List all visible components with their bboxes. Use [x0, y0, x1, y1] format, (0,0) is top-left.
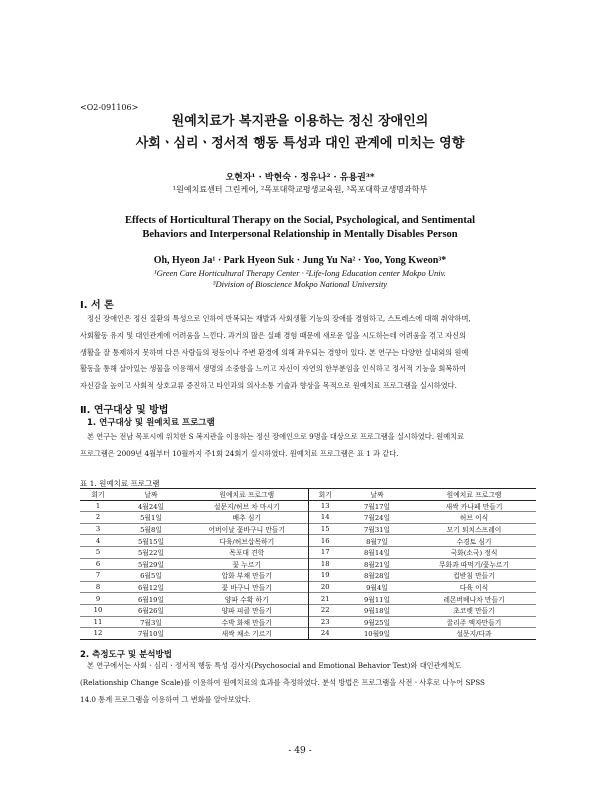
paper-code: <O2-091106> [80, 103, 139, 112]
cell-date: 7월3일 [140, 618, 162, 627]
cell-date-2: 9월11일 [363, 595, 391, 604]
cell-program: 꽃 바구니 만들기 [221, 584, 272, 593]
section1-line: 생활을 잘 통제하지 못하며 다른 사람들의 평등이나 주변 환경에 의해 좌우되는 경향이 있다. 본 연구는 다양한 실내외의 원예 [80, 347, 469, 357]
cell-session: 10 [93, 606, 103, 615]
korean-title-line1: 원예치료가 복지관을 이용하는 정신 장애인의 [171, 114, 429, 129]
table-row [80, 581, 536, 593]
cell-date: 5월8일 [140, 526, 162, 535]
cell-program-2: 허브 이식 [459, 514, 489, 523]
header-session: 회기 [91, 491, 105, 500]
sub2-line: 본 연구에서는 사회ㆍ심리ㆍ정서적 행동 특성 검사지(Psychosocial and Emotional Behavior Test)와 대인관계척도 [87, 661, 462, 670]
section1-line: 사회활동 유지 및 대인관계에 어려움을 느낀다. 과거의 많은 실패 경험 때문에 새로운 일을 시도하는데 어려움을 겪고 자신의 [80, 330, 467, 340]
section2-sub2-heading: 2. 측정도구 및 분석방법 [80, 650, 172, 660]
cell-program: 압화 부채 만들기 [221, 572, 272, 581]
cell-date: 6월5일 [140, 572, 162, 581]
cell-session: 11 [93, 617, 103, 626]
section2-sub1-body [80, 429, 536, 463]
header-session-2: 회기 [308, 489, 342, 501]
cell-program: 배추 심기 [232, 514, 261, 523]
sub2-line: (Relationship Change Scale)를 이용하여 원예치료의 효과를 측정하였다. 분석 방법은 프로그램을 사전ㆍ사후로 나누어 SPSS [80, 677, 485, 687]
table-row [80, 616, 536, 628]
table-row [80, 523, 536, 535]
cell-program-2: 수경토 심기 [456, 537, 492, 546]
cell-date-2: 7월24일 [363, 514, 391, 523]
cell-date-2: 9월18일 [363, 607, 391, 616]
cell-session-2: 15 [308, 523, 342, 535]
cell-program-2: 모기 퇴치스프레이 [446, 526, 502, 535]
cell-session-2: 24 [308, 628, 342, 640]
cell-session-2: 18 [308, 558, 342, 570]
cell-program-2: 국화(소국) 정식 [450, 549, 498, 558]
section2-sub2-body [80, 658, 536, 708]
korean-affiliations: ¹원예치료센터 그린케어, ²목포대학교평생교육원, ³목포대학교생명과학부 [172, 185, 428, 194]
cell-session-2: 16 [308, 535, 342, 547]
cell-date-2: 9월25일 [363, 618, 391, 627]
english-authors: Oh, Hyeon Ja¹ · Park Hyeon Suk · Jung Yu Na² · Yoo, Yong Kweon³* [153, 255, 447, 266]
cell-program-2: 설문지/다과 [456, 630, 492, 639]
table-row [80, 604, 536, 616]
cell-program-2: 다육 이식 [459, 584, 489, 593]
cell-program-2: 초코렛 만들기 [453, 607, 495, 616]
cell-session: 2 [95, 513, 101, 522]
sub1-line: 본 연구는 전남 목포시에 위치한 S 복지관을 이용하는 정신 장애인으로 9명을 대상으로 프로그램을 실시하였다. 원예치료 [87, 432, 465, 441]
section1-line: 활동을 통해 살아있는 생물을 이용해서 생명의 소중함을 느끼고 자신이 자연의 한부분임을 인식하고 정서적 기능을 회복하여 [80, 364, 467, 374]
cell-program: 설문지/허브 차 마시기 [213, 502, 280, 511]
cell-date: 6월26일 [137, 607, 165, 616]
sub2-line: 14.0 통계 프로그램을 이용하여 그 변화를 알아보았다. [80, 694, 251, 704]
cell-session-2: 14 [308, 512, 342, 524]
cell-program: 어버이날 꽃바구니 만들기 [208, 526, 286, 535]
english-affiliations-line1: ¹Green Care Horticultural Therapy Center · ²Life-long Education center Mokpo Univ. [154, 268, 446, 278]
cell-date-2: 8월28일 [363, 572, 391, 581]
cell-program-2: 컵받침 만들기 [453, 572, 495, 581]
cell-program: 양파 수확 하기 [224, 595, 269, 604]
program-table [80, 488, 536, 640]
cell-program: 양파 피클 만들기 [221, 607, 272, 616]
cell-session-2: 20 [308, 581, 342, 593]
header-program: 원예치료 프로그램 [219, 491, 275, 500]
cell-date-2: 8월7일 [366, 537, 388, 546]
english-title-line2: Behaviors and Interpersonal Relationship in Mentally Disables Person [142, 229, 458, 240]
cell-program: 꽃 누르기 [232, 560, 261, 569]
cell-program-2: 새싹 카나페 만들기 [445, 502, 503, 511]
table-row [80, 535, 536, 547]
header-date: 날짜 [144, 491, 158, 500]
cell-program-2: 레몬버베나차 만들기 [443, 595, 505, 604]
cell-date: 6월19일 [137, 595, 165, 604]
cell-session-2: 17 [308, 546, 342, 558]
cell-date: 5월29일 [137, 560, 165, 569]
section1-line: 자신감을 높이고 사회적 상호교류 증진하고 타인과의 의사소통 기술과 향상을 목적으로 원예치료 프로그램을 실시하였다. [80, 381, 457, 391]
section2-heading: Ⅱ. 연구대상 및 방법 [80, 405, 169, 416]
cell-date-2: 9월4일 [366, 584, 388, 593]
header-date-2: 날짜 [370, 491, 384, 500]
section1-heading: Ⅰ. 서 론 [80, 300, 114, 311]
section1-line: 정신 장애인은 정신 질환의 특성으로 인하여 반복되는 재발과 사회생활 기능의 장애를 경험하고, 스트레스에 대해 취약하며, [87, 314, 471, 323]
cell-date: 7월10일 [137, 630, 165, 639]
cell-session: 6 [95, 559, 101, 568]
cell-session: 1 [95, 501, 101, 510]
cell-session-2: 19 [308, 570, 342, 582]
table-row [80, 570, 536, 582]
header-program-2: 원예치료 프로그램 [446, 491, 502, 500]
table-row [80, 512, 536, 524]
english-affiliations-line2: ³Division of Bioscience Mokpo National University [212, 279, 388, 289]
cell-session-2: 22 [308, 604, 342, 616]
cell-program-2: 꿀리주 액자만들기 [446, 618, 502, 627]
table-caption: 표 1. 원예치료 프로그램 [80, 479, 160, 488]
table-row [80, 628, 536, 640]
cell-session: 3 [95, 525, 101, 534]
table-row [80, 593, 536, 605]
english-title-line1: Effects of Horticultural Therapy on the Social, Psychological, and Sentimental [124, 215, 476, 226]
cell-date: 5월22일 [137, 549, 165, 558]
cell-session-2: 23 [308, 616, 342, 628]
cell-date: 5월15일 [137, 537, 165, 546]
cell-program: 수박 화채 만들기 [221, 618, 272, 627]
section1-body [80, 311, 536, 395]
cell-program-2: 무화과 따먹기/꽃누르기 [438, 560, 510, 569]
cell-program: 새싹 채소 기르기 [221, 630, 272, 639]
cell-date-2: 8월21일 [363, 560, 391, 569]
cell-date: 4월24일 [137, 502, 165, 511]
table-row [80, 546, 536, 558]
cell-session: 8 [95, 583, 101, 592]
cell-date-2: 7월31일 [363, 526, 391, 535]
page-number: - 49 - [288, 746, 312, 756]
section2-sub1-heading: 1. 연구대상 및 원예치료 프로그램 [87, 418, 215, 428]
cell-program: 다육/허브삽목하기 [219, 537, 275, 546]
table-header-row [80, 489, 536, 501]
cell-date-2: 10월9일 [363, 630, 391, 639]
sub1-line: 프로그램은 2009년 4월부터 10월까지 주1회 24회기 실시하였다. 원예치료 프로그램은 표 1 과 같다. [80, 448, 399, 458]
cell-date: 5월1일 [140, 514, 162, 523]
cell-date-2: 8월14일 [363, 549, 391, 558]
cell-session: 4 [95, 536, 101, 545]
table-row [80, 558, 536, 570]
korean-authors: 오현자¹ · 박현숙 · 정유나² · 유용권³* [225, 173, 375, 183]
cell-program: 목포대 견학 [229, 549, 265, 558]
cell-session-2: 21 [308, 593, 342, 605]
cell-date-2: 7월17일 [363, 502, 391, 511]
cell-session: 5 [95, 548, 101, 557]
cell-session-2: 13 [308, 500, 342, 512]
cell-session: 9 [95, 594, 101, 603]
korean-title-line2: 사회ㆍ심리ㆍ정서적 행동 특성과 대인 관계에 미치는 영향 [135, 136, 465, 151]
cell-session: 7 [95, 571, 101, 580]
table-row [80, 500, 536, 512]
cell-session: 12 [93, 629, 103, 638]
cell-date: 6월12일 [137, 584, 165, 593]
